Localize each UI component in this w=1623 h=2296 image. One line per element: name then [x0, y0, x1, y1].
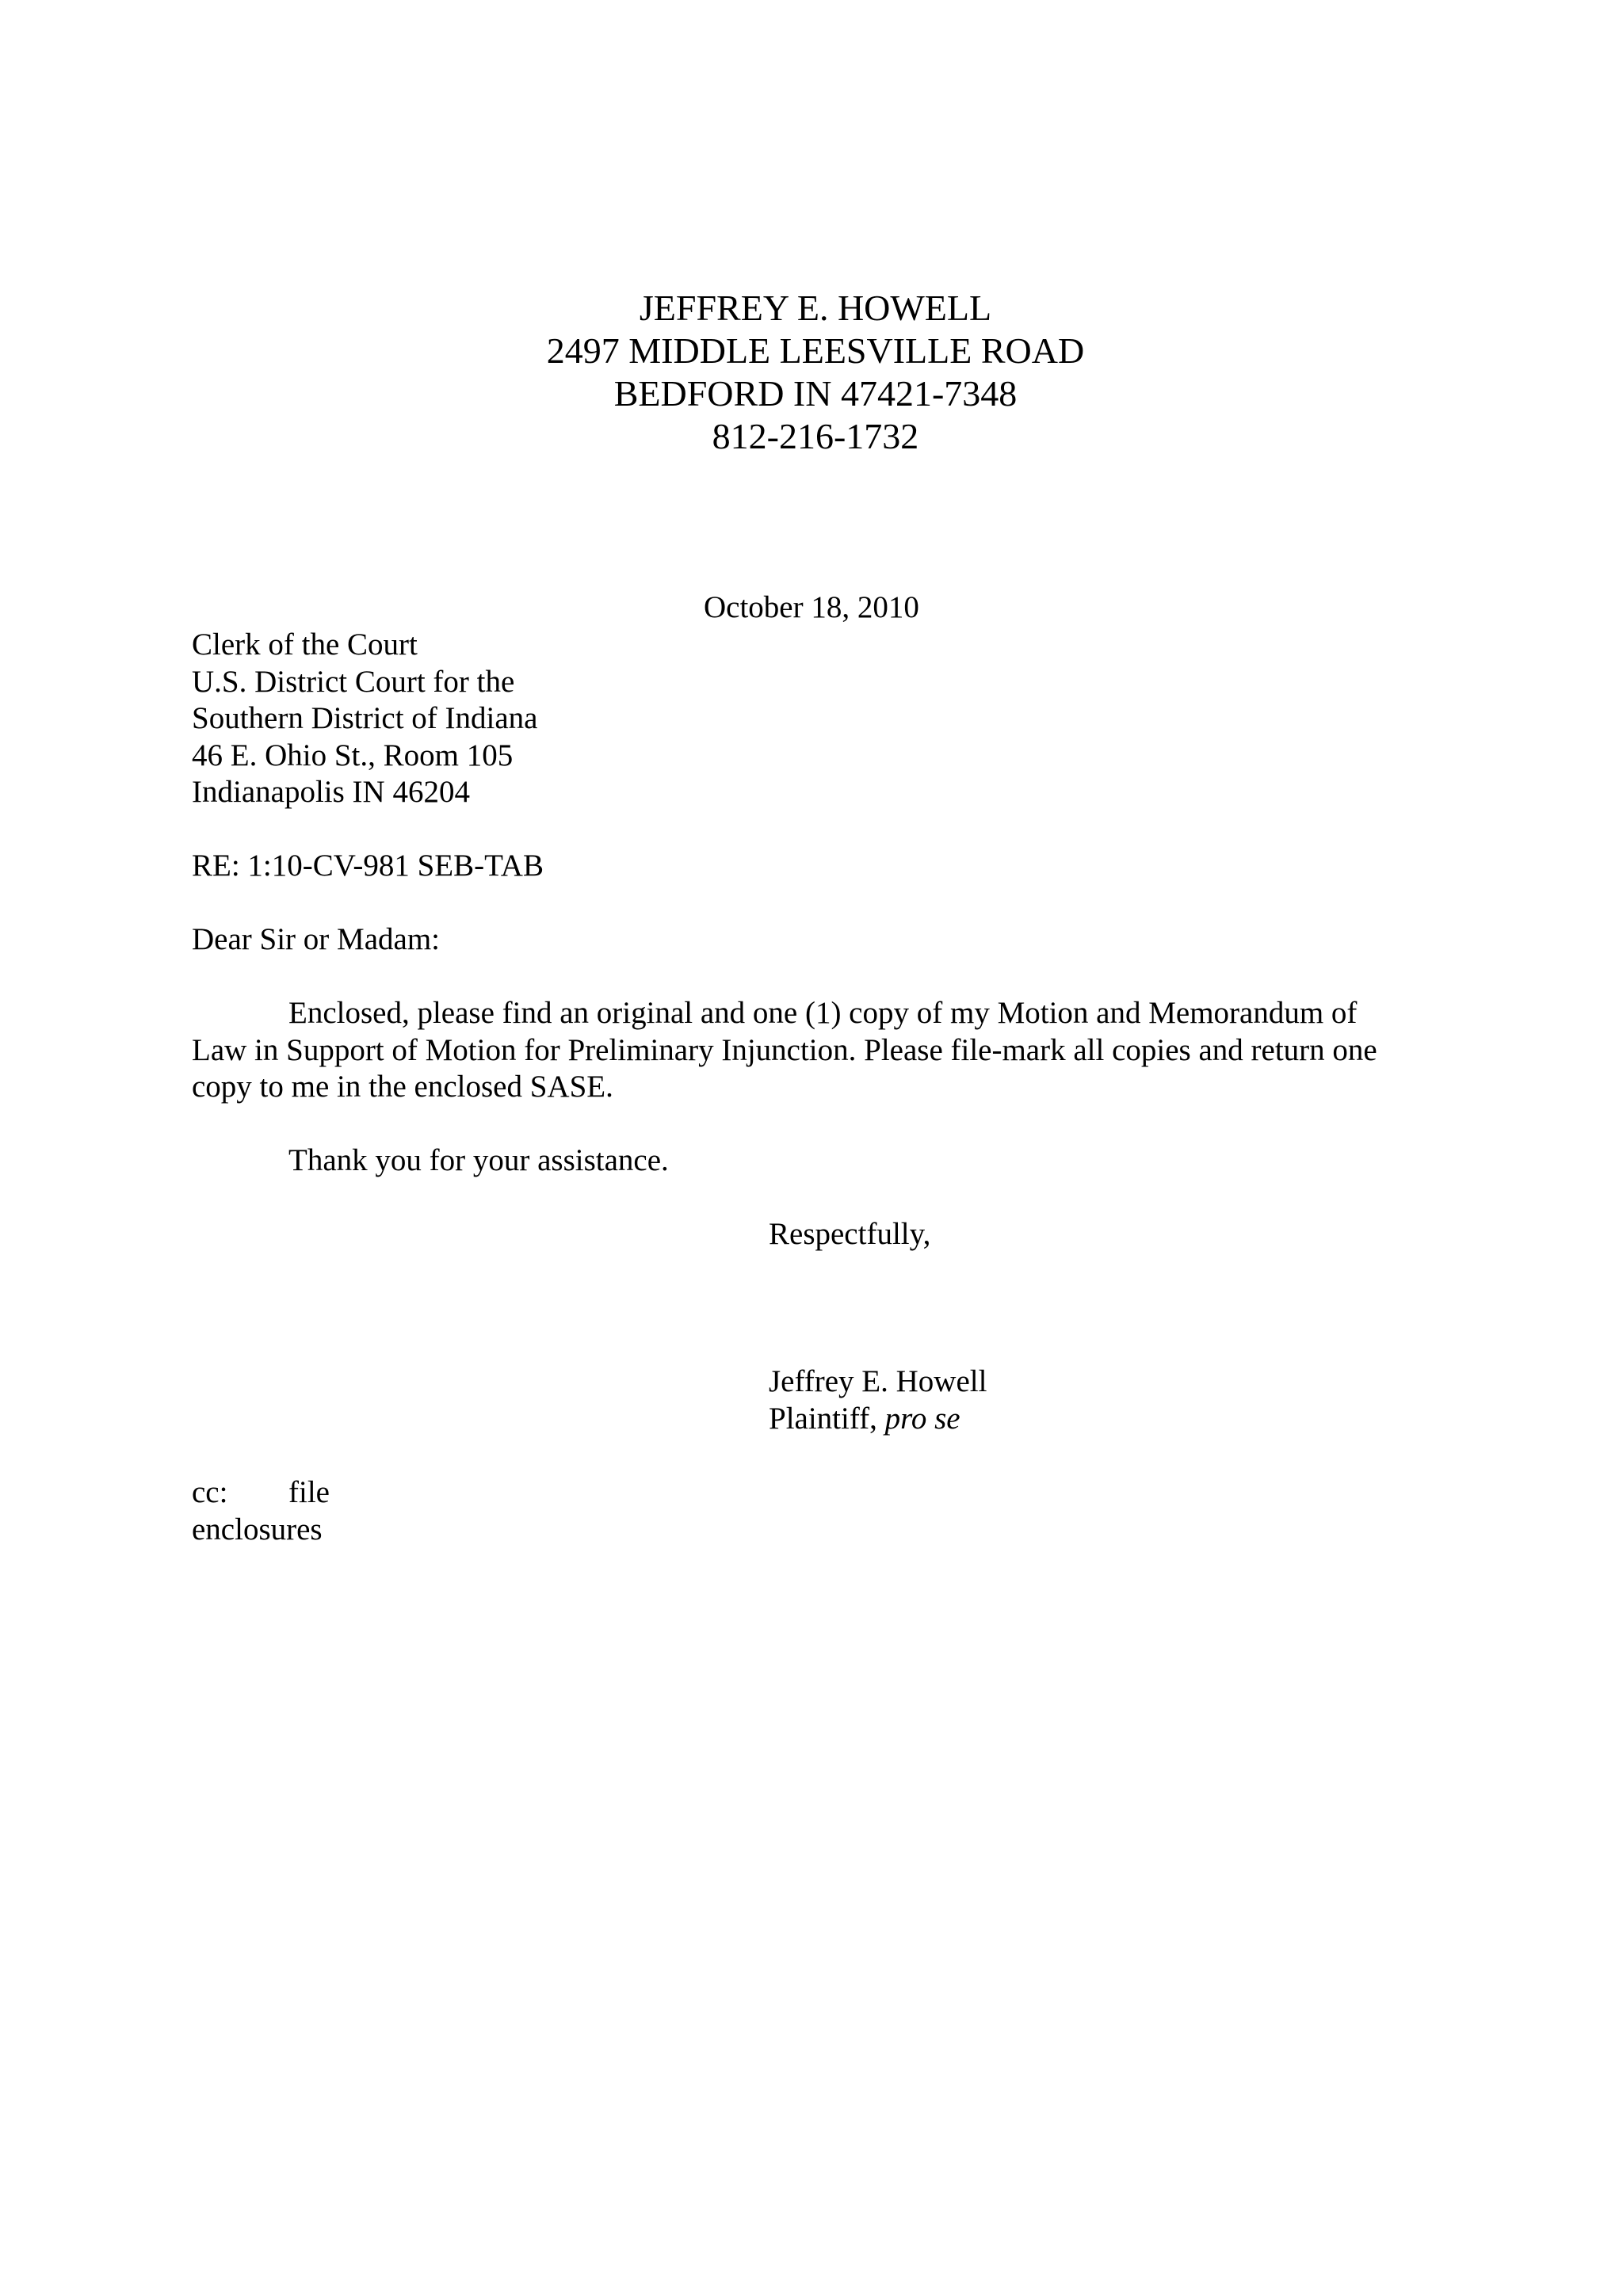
reference-line: RE: 1:10-CV-981 SEB-TAB	[192, 849, 544, 883]
thanks-line: Thank you for your assistance.	[288, 1143, 669, 1177]
body-line: Law in Support of Motion for Preliminary Injunction. Please file-mark all copies and return one	[192, 1032, 1377, 1067]
body-paragraph	[192, 995, 1460, 1106]
body-line: Enclosed, please find an original and one (1) copy of my Motion and Memorandum of	[288, 996, 1358, 1030]
sender-name: JEFFREY E. HOWELL	[639, 288, 992, 328]
body-line: copy to me in the enclosed SASE.	[192, 1070, 613, 1104]
sender-street: 2497 MIDDLE LEESVILLE ROAD	[546, 330, 1085, 371]
cc-value: file	[288, 1475, 330, 1509]
recipient-line: U.S. District Court for the	[192, 664, 515, 699]
letter-date: October 18, 2010	[704, 590, 919, 624]
signer-title	[769, 1401, 987, 1438]
sender-phone: 812-216-1732	[712, 416, 919, 456]
recipient-line: Clerk of the Court	[192, 627, 418, 662]
salutation: Dear Sir or Madam:	[192, 922, 440, 956]
recipient-line: 46 E. Ohio St., Room 105	[192, 738, 514, 772]
recipient-address	[192, 627, 537, 811]
enclosures-label: enclosures	[192, 1512, 323, 1547]
sender-city-state-zip: BEDFORD IN 47421-7348	[613, 373, 1018, 414]
signer-name: Jeffrey E. Howell	[769, 1364, 987, 1398]
recipient-line: Southern District of Indiana	[192, 701, 538, 735]
closing: Respectfully,	[769, 1217, 931, 1251]
signer-title-prefix: Plaintiff,	[769, 1401, 885, 1436]
cc-label: cc:	[192, 1475, 228, 1509]
signature-block	[769, 1363, 987, 1437]
signer-title-italic: pro se	[884, 1401, 960, 1436]
recipient-line: Indianapolis IN 46204	[192, 775, 470, 809]
letterhead	[0, 287, 1623, 458]
